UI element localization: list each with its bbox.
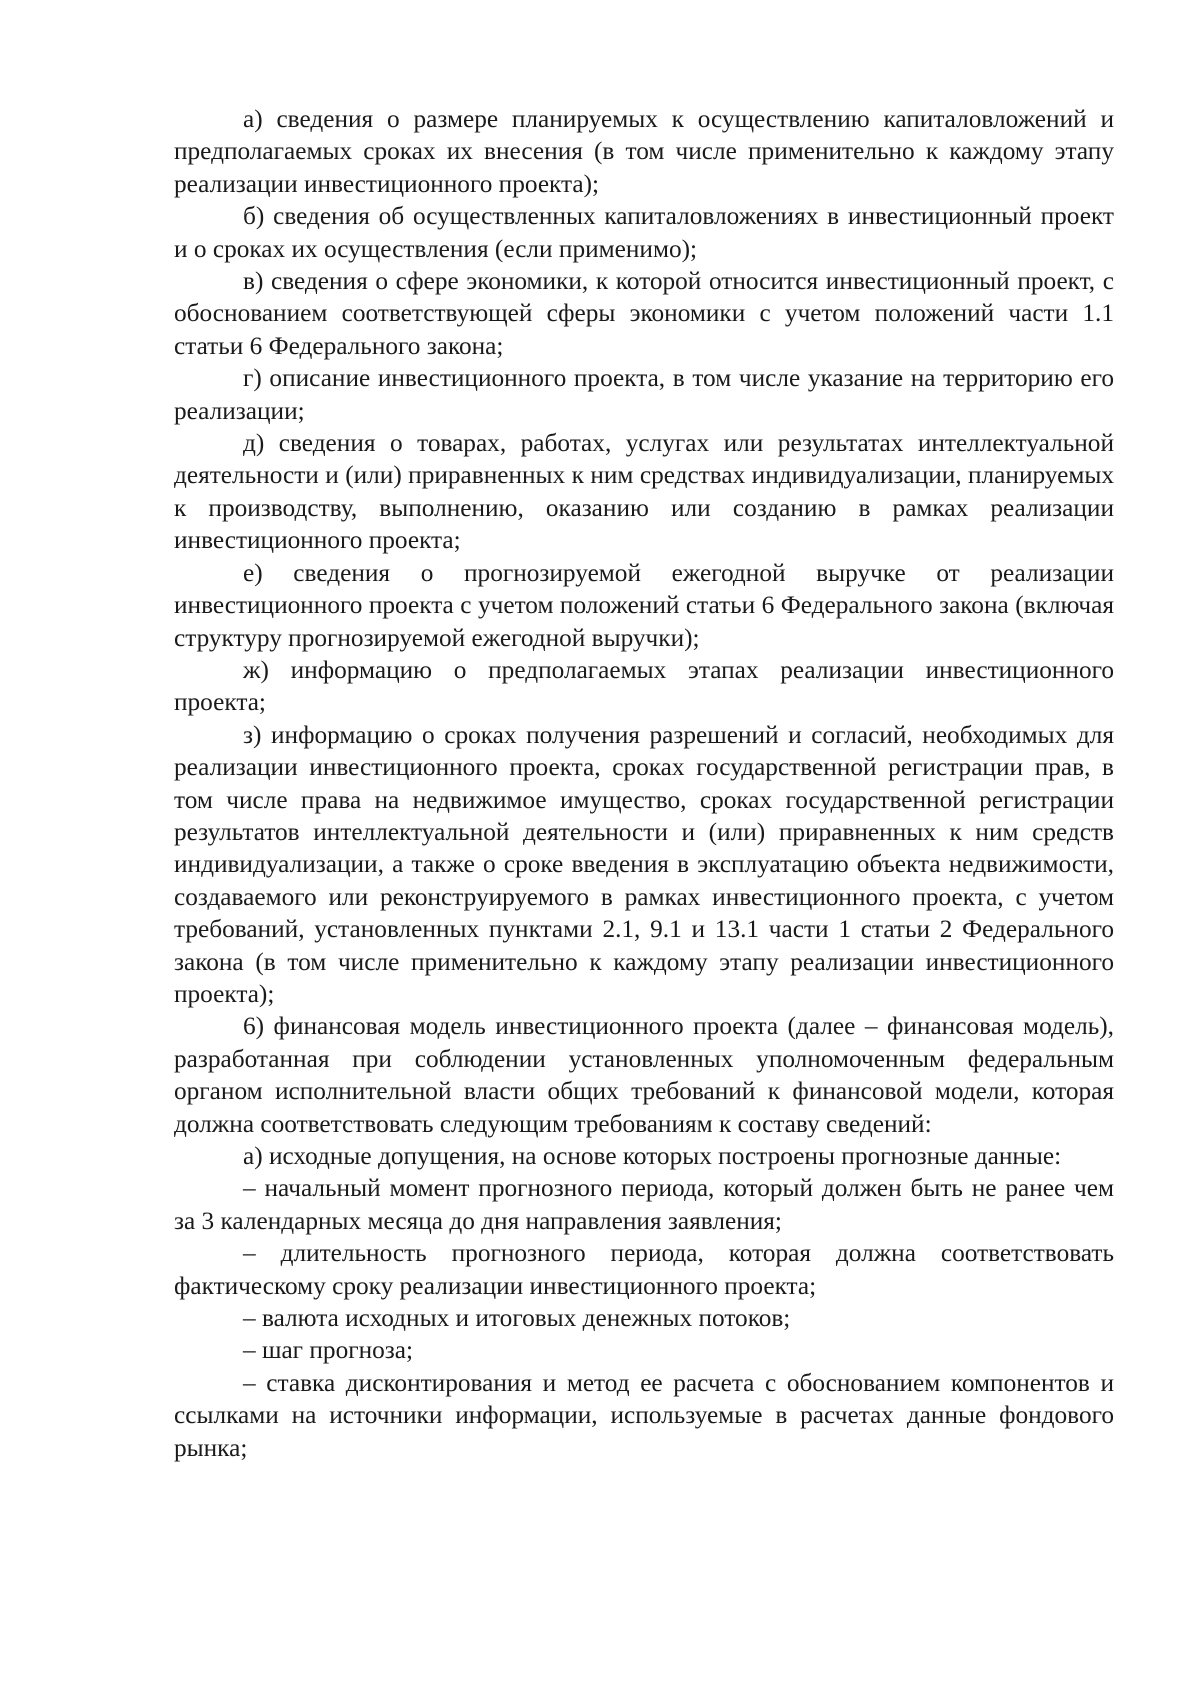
paragraph-item-v-economy-sphere: в) сведения о сфере экономики, к которой относится инвестиционный проект, с обоснованием соответствующей сферы экономики с учетом положений части 1.1 статьи 6 Федерального закона;: [174, 267, 1114, 360]
paragraph-item-z-permits: з) информацию о сроках получения разрешений и согласий, необходимых для реализации инвестиционного проекта, сроках государственной регистрации прав, в том числе права на недвижимое имущество, сроках государственной регистрации результатов интеллектуальной деятельности и (или) приравненных к ним средств индивидуализации, а также о сроке введения в эксплуатацию объекта недвижимости, создаваемого или реконструируемого в рамках инвестиционного проекта, с учетом требований, установленных пунктами 2.1, 9.1 и 13.1 части 1 статьи 2 Федерального закона (в том числе применительно к каждому этапу реализации инвестиционного проекта);: [174, 720, 1114, 1008]
paragraph-dash-forecast-start: – начальный момент прогнозного периода, который должен быть не ранее чем за 3 календарных месяца до дня направления заявления;: [174, 1174, 1114, 1235]
paragraph-dash-forecast-duration: – длительность прогнозного периода, которая должна соответствовать фактическому сроку реализации инвестиционного проекта;: [174, 1239, 1114, 1300]
paragraph-item-g-project-description: г) описание инвестиционного проекта, в том числе указание на территорию его реализации;: [174, 364, 1114, 425]
document-body: [174, 103, 1114, 1464]
paragraph-dash-currency: – валюта исходных и итоговых денежных потоков;: [243, 1304, 791, 1333]
paragraph-item-zh-stages: ж) информацию о предполагаемых этапах реализации инвестиционного проекта;: [174, 655, 1114, 717]
paragraph-item-b-made-investments: б) сведения об осуществленных капиталовложениях в инвестиционный проект и о сроках их осуществления (если применимо);: [174, 202, 1114, 263]
paragraph-item-6-financial-model: 6) финансовая модель инвестиционного проекта (далее – финансовая модель), разработанная при соблюдении установленных уполномоченным федеральным органом исполнительной власти общих требований к финансовой модели, которая должна соответствовать следующим требованиям к составу сведений:: [174, 1012, 1114, 1138]
paragraph-item-a-investments: а) сведения о размере планируемых к осуществлению капиталовложений и предполагаемых сроках их внесения (в том числе применительно к каждому этапу реализации инвестиционного проекта);: [174, 105, 1114, 198]
paragraph-item-e-revenue: е) сведения о прогнозируемой ежегодной выручке от реализации инвестиционного проекта с учетом положений статьи 6 Федерального закона (включая структуру прогнозируемой ежегодной выручки);: [174, 558, 1114, 652]
paragraph-subitem-a-assumptions: а) исходные допущения, на основе которых построены прогнозные данные:: [243, 1142, 1062, 1170]
paragraph-dash-forecast-step: – шаг прогноза;: [243, 1336, 414, 1365]
paragraph-item-d-goods-services: д) сведения о товарах, работах, услугах или результатах интеллектуальной деятельности и (или) приравненных к ним средствах индивидуализации, планируемых к производству, выполнению, оказанию или созданию в рамках реализации инвестиционного проекта;: [174, 429, 1114, 555]
paragraph-dash-discount-rate: – ставка дисконтирования и метод ее расчета с обоснованием компонентов и ссылками на источники информации, используемые в расчетах данные фондового рынка;: [174, 1368, 1114, 1462]
